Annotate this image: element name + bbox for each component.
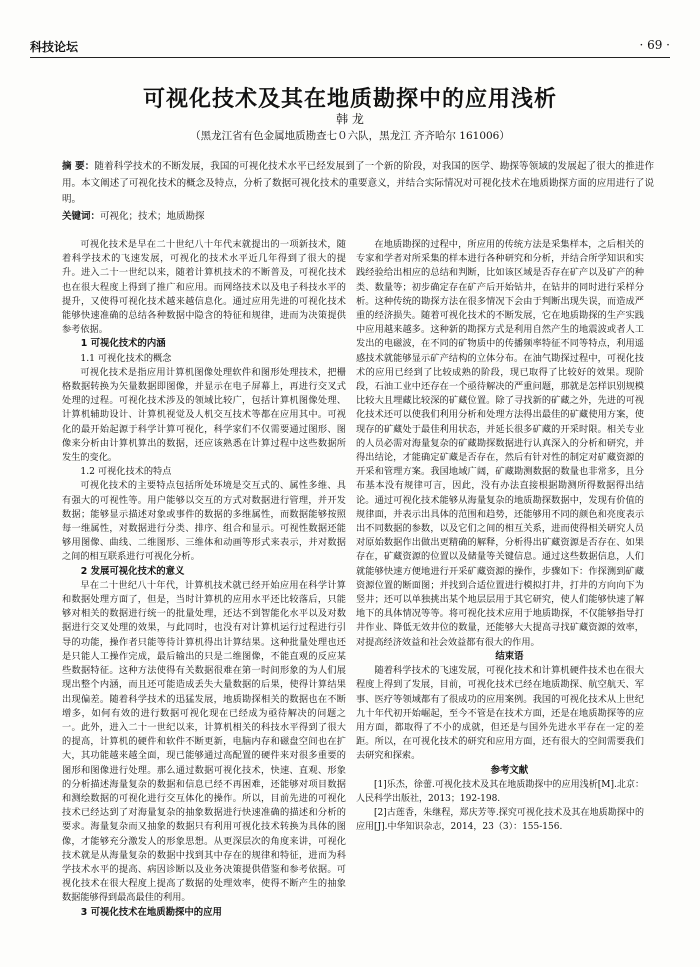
paragraph: 随着科学技术的飞速发展，可视化技术和计算机硬件技术也在很大程度上得到了发展，目前，可视化技术已经在地质勘探、航空航天、军事、医疗等领域都有了很成功的应用案例。我国的可视化技术从上世纪九十年代初开始崛起，至今不管是在技术方面，还是在地质勘探等的应用方面，都取得了不小的成就，但还是与国外先进水平存在一定的差距。所以，在可视化技术的研究和应用方面，还有很大的空间需要我们去研究和探索。 — [356, 665, 644, 762]
keywords-label: 关键词： — [62, 210, 101, 222]
subsection-heading-1-2: 1.2 可视化技术的特点 — [80, 466, 172, 478]
conclusion-heading: 结束语 — [495, 650, 524, 662]
running-header — [30, 0, 670, 54]
journal-section: 科技论坛 — [30, 40, 79, 54]
keywords-text: 可视化；技术；地质勘探 — [100, 210, 205, 222]
references-heading: 参考文献 — [490, 764, 529, 776]
page-number: · 69 · — [639, 38, 670, 52]
reference-item: [2]古莲香，朱继程，郑庆芳等.探究可视化技术及其在地质勘探中的应用[J].中华知识杂志，2014，23（3）：155-156. — [356, 807, 644, 832]
affiliation: （黑龙江省有色金属地质勘查七０六队，黑龙江 齐齐哈尔 161006） — [190, 130, 510, 142]
subsection-heading-1-1: 1.1 可视化技术的概念 — [80, 352, 172, 364]
abstract — [62, 159, 654, 209]
header-rule — [30, 57, 670, 58]
abstract-block — [62, 159, 654, 225]
paragraph: 可视化技术是早在二十世纪八十年代末就提出的一项新技术，随着科学技术的飞速发展，可视化的技术水平近几年得到了很大的提升。进入二十一世纪以来，随着计算机技术的不断普及，可视化技术也在很大程度上得到了推广和应用。而网络技术以及电子科技水平的提升，又使得可视化技术越来越信息化。通过应用先进的可视化技术能够快速准确的总结各种数据中隐含的特征和规律，进而为决策提供参考依据。 — [62, 239, 346, 336]
reference-item: [1]乐杰，徐蕾.可视化技术及其在地质勘探中的应用浅析[M].北京：人民科学出版社，2013；192-198. — [356, 779, 644, 804]
section-heading-1: 1 可视化技术的内涵 — [80, 338, 166, 350]
paragraph: 可视化技术的主要特点包括所处环境是交互式的、属性多维、具有强大的可视性等。用户能够以交互的方式对数据进行管理，并开发数据；能够显示描述对象或事件的数据的多维属性，而数据能够按照每一维属性，对数据进行分类、排序、组合和显示。可视性数据还能够用图像、曲线、二维图形、三维体和动画等形式来表示，并对数据之间的相互联系进行可视化分析。 — [62, 480, 346, 563]
article-title: 可视化技术及其在地质勘探中的应用浅析 — [142, 87, 557, 112]
abstract-text: 随着科学技术的不断发展，我国的可视化技术水平已经发展到了一个新的阶段，对我国的医学、勘探等领域的发展起了很大的推进作用。本文阐述了可视化技术的概念及特点，分析了数据可视化技术的重要意义，并结合实际情况对可视化技术在地质勘探方面的应用进行了说明。 — [62, 161, 654, 205]
paragraph: 在地质勘探的过程中，所应用的传统方法是采集样本，之后相关的专家和学者对所采集的样本进行各种研究和分析，并结合所学知识和实践经验给出相应的总结和判断，比如该区域是否存在矿产以及矿产的种类、数量等；初步确定存在矿产后开始钻井，在钻井的同时进行采样分析。这种传统的勘探方法在很多情况下会由于判断出现失误，而造成严重的经济损失。随着可视化技术的不断发展，它在地质勘探的生产实践中应用越来越多。这种新的勘探方式是利用自然产生的地震波或者人工发出的电磁波，在不同的矿物质中的传播频率特征不同等特点，利用遥感技术就能够显示矿产结构的立体分布。在油气勘探过程中，可视化技术的应用已经到了比较成熟的阶段，现已取得了比较好的效果。现阶段，石油工业中还存在一个亟待解决的严重问题，那就是怎样识别规模比较大且埋藏比较深的矿藏位置。除了寻找新的矿藏之外，先进的可视化技术还可以使我们利用分析和处理方法得出最佳的矿藏使用方案，使现存的矿藏处于最佳利用状态，并延长很多矿藏的开采时限。相关专业的人员必需对海量复杂的矿藏勘探数据进行认真深入的分析和研究，并得出结论，才能确定矿藏是否存在，然后有针对性的制定对矿藏资源的开采和管理方案。我国地域广阔，矿藏勘测数据的数量也非常多，且分布基本没有规律可言，因此，没有办法直接根据勘测所得数据得出结论。通过可视化技术能够从海量复杂的地质勘探数据中，发现有价值的规律面，并表示出具体的范围和趋势，还能够用不同的颜色和亮度表示出不同数据的参数，以及它们之间的相互关系，进而使得相关研究人员对原始数据作出做出更精确的解释，分析得出矿藏资源是否存在、如果存在，矿藏资源的位置以及储量等关键信息。通过这些数据信息，人们就能够快速方便地进行开采矿藏资源的操作，步骤如下：作探测到矿藏资源位置的断面图；并找到合适位置进行模拟打井，打井的方向向下为竖井；还可以单独挑出某个地层层用于其它研究，使人们能够快速了解地下的具体情况等等。将可视化技术应用于地质勘探，不仅能够指导打井作业、降低无效井位的数量，还能够大大提高寻找矿藏资源的效率，对提高经济效益和社会效益都有很大的作用。 — [356, 239, 644, 648]
author: 韩 龙 — [336, 112, 364, 126]
section-heading-2: 2 发展可视化技术的意义 — [80, 565, 185, 577]
paragraph: 可视化技术是指应用计算机图像处理软件和图形处理技术，把栅格数据转换为矢量数据即图像，并显示在电子屏幕上，再进行交叉式处理的过程。可视化技术涉及的领域比较广，包括计算机图像处理、计算机辅助设计、计算机视觉及人机交互技术等都在应用其中。可视化的最开始起源于科学计算可视化，科学家们不仅需要通过图形、图像来分析由计算机算出的数据，还应该熟悉在计算过程中这些数据所发生的变化。 — [62, 366, 346, 464]
paragraph: 早在二十世纪八十年代，计算机技术就已经开始应用在科学计算和数据处理方面了，但是，当时计算机的应用水平还比较落后，只能够对相关的数据进行统一的批量处理，还达不到智能化水平以及对数据进行交叉处理的效果，与此同时，也没有对计算机运行过程进行引导的功能，操作者只能等待计算机得出计算结果。这种批量处理也还是只能人工操作完成，最后输出的只是二维图像，不能直观的反应某些数据特征。这种方法使得有关数据很难在第一时间形象的为人们展现出整个内涵，而且还可能造成丢失大量数据的后果，使得计算结果出现偏差。随着科学技术的迅猛发展，地质勘探相关的数据也在不断增多，如何有效的进行数据可视化现在已经成为亟待解决的问题之一。此外，进入二十一世纪以来，计算机相关的科技水平得到了很大的提高，计算机的硬件和软件不断更新，电脑内存和磁盘空间也在扩大，其功能越来越全面，现已能够通过高配置的硬件来对很多重要的图形和图像进行处理。那么通过数据可视化技术，快速、直观、形象的分析描述海量复杂的数据和信息已经不再困难，还能够对项目数据和测绘数据的可视化进行交互体化的操作。所以，目前先进的可视化技术已经达到了对海量复杂的抽象数据进行快速准确的描述和分析的要求。海量复杂而又抽象的数据只有利用可视化技术转换为具体的图像，才能够充分激发人的形象思想。从更深层次的角度来讲，可视化技术就是从海量复杂的数据中找到其中存在的规律和特征，进而为科学技术水平的提高、病因诊断以及业务决策提供借鉴和参考依据。可视化技术在很大程度上提高了数据的处理效率，使得不断产生的抽象数据能够得到最高最佳的利用。 — [62, 579, 346, 904]
keywords — [62, 209, 654, 226]
abstract-label: 摘 要： — [62, 161, 95, 172]
right-column — [356, 238, 644, 834]
section-heading-3: 3 可视化技术在地质勘探中的应用 — [80, 906, 222, 918]
left-column — [62, 238, 346, 920]
